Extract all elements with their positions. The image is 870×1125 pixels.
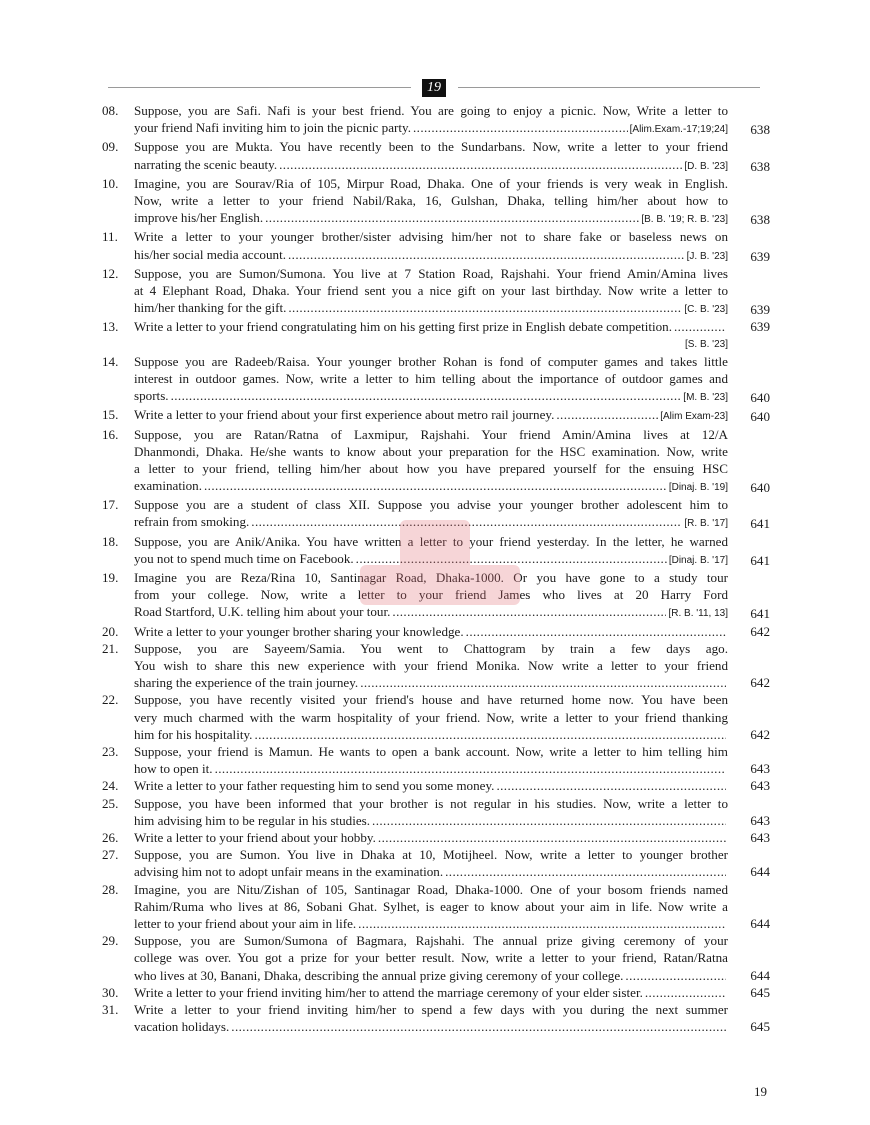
item-line-text: advising him not to adopt unfair means in the examination.	[134, 864, 444, 880]
item-line: interest in outdoor games. Now, write a letter to him telling about the importance of outdoor games and	[134, 370, 728, 386]
item-last-line	[134, 915, 728, 932]
item-text	[134, 623, 728, 640]
item-text	[134, 138, 728, 174]
page-reference: 639	[750, 319, 770, 335]
page-reference: 645	[750, 1019, 770, 1035]
list-item	[102, 175, 774, 229]
item-line: Imagine, you are Nitu/Zishan of 105, Santinagar Road, Dhaka-1000. One of your bosom friends named	[134, 881, 728, 897]
page-reference: 638	[750, 158, 770, 174]
item-line-text: vacation holidays.	[134, 1019, 230, 1035]
list-item	[102, 743, 774, 777]
list-item	[102, 640, 774, 692]
item-last-line	[134, 760, 728, 777]
item-last-line	[134, 209, 728, 228]
item-last-line	[134, 318, 728, 335]
item-text	[134, 846, 728, 880]
page-reference: 639	[750, 302, 770, 318]
item-text	[134, 102, 728, 138]
item-line-text: sports.	[134, 388, 169, 404]
item-last-line	[134, 726, 728, 743]
header-rule-right	[458, 87, 760, 88]
item-last-line	[134, 299, 728, 318]
item-line-text: narrating the scenic beauty.	[134, 156, 278, 172]
item-text	[134, 318, 728, 352]
exam-source: [Alim Exam-23]	[660, 411, 728, 423]
page-reference: 642	[750, 726, 770, 742]
exam-source: [Dinaj. B. '17]	[668, 554, 728, 566]
page-reference: 643	[750, 829, 770, 845]
page-reference: 640	[750, 390, 770, 406]
item-line: Suppose you are Radeeb/Raisa. Your younger brother Rohan is fond of computer games and takes little	[134, 353, 728, 369]
item-text	[134, 777, 728, 794]
item-last-line	[134, 513, 728, 532]
list-item	[102, 102, 774, 138]
page-reference: 645	[750, 984, 770, 1000]
item-number: 12.	[102, 265, 119, 281]
dot-leader	[645, 984, 726, 1001]
dot-leader	[358, 915, 726, 932]
item-line-text: his/her social media account.	[134, 246, 286, 262]
item-text	[134, 829, 728, 846]
dot-leader	[204, 477, 667, 494]
item-line: at 4 Elephant Road, Dhaka. Your friend sent you a nice gift on your last birthday. Now write a letter to	[134, 282, 728, 298]
item-line: Suppose, you are Sumon/Sumona of Bagmara, Rajshahi. The annual prize giving ceremony of your	[134, 933, 728, 949]
item-text	[134, 881, 728, 933]
list-item	[102, 138, 774, 174]
item-line: Suppose, you have recently visited your friend's house and have returned home now. You have been	[134, 692, 728, 708]
item-number: 23.	[102, 744, 119, 759]
list-item	[102, 932, 774, 984]
item-last-line	[134, 777, 728, 794]
page-reference: 640	[750, 409, 770, 425]
item-line-text: Write a letter to your friend congratulating him on his getting first prize in English debate competition.	[134, 319, 672, 335]
page-reference: 643	[750, 778, 770, 794]
page-reference: 644	[750, 967, 770, 983]
dot-leader	[496, 777, 726, 794]
page-reference: 642	[750, 623, 770, 639]
exam-source: [J. B. '23]	[686, 250, 728, 262]
item-line-text: how to open it.	[134, 761, 213, 777]
list-item	[102, 569, 774, 623]
item-line-text: sharing the experience of the train journey.	[134, 675, 359, 691]
dot-leader	[279, 156, 682, 173]
item-text	[134, 932, 728, 984]
item-number: 18.	[102, 533, 119, 549]
item-text	[134, 743, 728, 777]
item-last-line	[134, 829, 728, 846]
item-number: 19.	[102, 570, 119, 586]
item-last-line	[134, 156, 728, 175]
dot-leader	[413, 119, 628, 136]
item-line: Suppose, you are Safi. Nafi is your best friend. You are going to enjoy a picnic. Now, Write a letter to	[134, 103, 728, 118]
exam-source: [Alim.Exam.-17;19;24]	[629, 124, 728, 136]
item-line-text: refrain from smoking.	[134, 514, 250, 530]
item-line: Suppose, you have been informed that your brother is not regular in his studies. Now, write a letter to	[134, 795, 728, 811]
item-line-text: Write a letter to your friend inviting him/her to attend the marriage ceremony of your elder sister.	[134, 984, 643, 1000]
item-line: Suppose, you are Sumon/Sumona. You live at 7 Station Road, Rajshahi. Your friend Amin/Amina lives	[134, 265, 728, 281]
list-item	[102, 691, 774, 743]
dot-leader	[288, 246, 685, 263]
item-line: Suppose you are Mukta. You have recently been to the Sundarbans. Now, write a letter to your friend	[134, 139, 728, 155]
item-line: Rahim/Ruma who lives at 86, Sobani Ghat. Sylhet, is eager to know about your aim in life. Now write a	[134, 898, 728, 914]
item-last-line	[134, 603, 728, 622]
item-line-text: who lives at 30, Banani, Dhaka, describing the annual prize giving ceremony of your college.	[134, 967, 624, 983]
item-number: 09.	[102, 139, 119, 155]
page-reference: 644	[750, 864, 770, 880]
item-last-line	[134, 812, 728, 829]
item-line-text: your friend Nafi inviting him to join the picnic party.	[134, 120, 411, 136]
item-last-line	[134, 674, 728, 691]
item-last-line	[134, 406, 728, 425]
dot-leader	[231, 1018, 726, 1035]
page-reference: 641	[750, 606, 770, 622]
list-item	[102, 1001, 774, 1035]
item-line: from your college. Now, write a letter to your friend James who lives at 20 Harry Ford	[134, 587, 728, 603]
item-line-text: Write a letter to your younger brother sharing your knowledge.	[134, 623, 464, 639]
list-item	[102, 228, 774, 264]
page-reference: 642	[750, 675, 770, 691]
item-line: Dhanmondi, Dhaka. He/she wants to know about your preparation for the HSC examination. Now, write	[134, 443, 728, 459]
item-text	[134, 265, 728, 319]
list-item	[102, 623, 774, 640]
page-reference: 638	[750, 122, 770, 138]
item-line: very much charmed with the warm hospitality of your friend. Now, write a letter to your friend thanking	[134, 709, 728, 725]
item-number: 24.	[102, 778, 119, 794]
item-text	[134, 175, 728, 229]
item-text	[134, 496, 728, 532]
list-item	[102, 265, 774, 319]
dot-leader	[254, 726, 726, 743]
item-last-line	[134, 863, 728, 880]
item-line-text: improve his/her English.	[134, 210, 264, 226]
page-reference: 638	[750, 212, 770, 228]
dot-leader	[356, 550, 667, 567]
exam-source: [R. B. '11, 13]	[668, 608, 728, 620]
item-number: 27.	[102, 847, 119, 863]
item-line: Suppose, your friend is Mamun. He wants to open a bank account. Now, write a letter to him telling him	[134, 744, 728, 759]
dot-leader	[556, 406, 658, 423]
letter-topic-list	[102, 102, 774, 1035]
item-text	[134, 640, 728, 692]
dot-leader	[625, 967, 726, 984]
item-text	[134, 795, 728, 829]
item-number: 29.	[102, 933, 119, 949]
item-number: 30.	[102, 984, 119, 1000]
item-number: 26.	[102, 829, 119, 845]
list-item	[102, 406, 774, 425]
dot-leader	[466, 623, 726, 640]
exam-source: [C. B. '23]	[684, 304, 728, 316]
item-line-text: examination.	[134, 478, 202, 494]
item-line-text: him for his hospitality.	[134, 726, 253, 742]
list-item	[102, 496, 774, 532]
list-item	[102, 353, 774, 407]
item-line: Write a letter to your friend inviting him/her to spend a few days with you during the next summer	[134, 1001, 728, 1017]
item-line-text: Write a letter to your friend about your first experience about metro rail journey.	[134, 407, 555, 423]
item-number: 11.	[102, 229, 118, 245]
item-number: 21.	[102, 640, 119, 656]
item-line: Suppose, you are Sumon. You live in Dhaka at 10, Motijheel. Now, write a letter to younger brother	[134, 847, 728, 863]
item-line: Imagine you are Reza/Rina 10, Santinagar Road, Dhaka-1000. Or you have gone to a study tour	[134, 570, 728, 586]
item-last-line	[134, 387, 728, 406]
item-last-line	[134, 550, 728, 569]
page-reference: 644	[750, 915, 770, 931]
page-reference: 639	[750, 248, 770, 264]
item-line: Suppose, you are Ratan/Ratna of Laxmipur, Rajshahi. Your friend Amin/Amina lives at 12/A	[134, 426, 728, 442]
item-number: 15.	[102, 407, 119, 423]
page-reference: 640	[750, 480, 770, 496]
list-item	[102, 426, 774, 497]
item-text	[134, 691, 728, 743]
item-line-text: him advising him to be regular in his studies.	[134, 812, 371, 828]
item-number: 25.	[102, 795, 119, 811]
item-line-text: Write a letter to your father requesting him to send you some money.	[134, 778, 495, 794]
dot-leader	[288, 299, 682, 316]
dot-leader	[445, 863, 726, 880]
exam-source: [S. B. '23]	[684, 338, 728, 350]
item-number: 20.	[102, 623, 119, 639]
item-last-line	[134, 246, 728, 265]
item-last-line	[134, 477, 728, 496]
item-text	[134, 569, 728, 623]
list-item	[102, 795, 774, 829]
item-number: 10.	[102, 175, 119, 191]
exam-source: [M. B. '23]	[683, 392, 728, 404]
item-line: a letter to your friend, telling him/her about how you have prepared yourself for the ensuing HSC	[134, 460, 728, 476]
item-number: 14.	[102, 353, 119, 369]
item-last-line	[134, 119, 728, 138]
list-item	[102, 984, 774, 1001]
item-number: 22.	[102, 692, 119, 708]
item-last-line	[134, 1018, 728, 1035]
item-line: Suppose, you are Anik/Anika. You have written a letter to your friend yesterday. In the letter, he warned	[134, 533, 728, 549]
dot-leader	[265, 209, 639, 226]
item-line: Suppose you are a student of class XII. Suppose you advise your younger brother adolescent him to	[134, 497, 728, 513]
dot-leader	[251, 513, 682, 530]
page-reference: 641	[750, 516, 770, 532]
page-reference: 641	[750, 552, 770, 568]
page-reference: 643	[750, 761, 770, 777]
item-number: 31.	[102, 1001, 119, 1017]
page-number-footer: 19	[754, 1084, 767, 1099]
item-text	[134, 353, 728, 407]
item-line: Now, write a letter to your friend Nabil/Raka, 16, Gulshan, Dhaka, telling him/her about how to	[134, 192, 728, 208]
item-line: Imagine, you are Sourav/Ria of 105, Mirpur Road, Dhaka. One of your friends is very weak in English.	[134, 175, 728, 191]
page-reference: 643	[750, 812, 770, 828]
item-line-text: Road Startford, U.K. telling him about your tour.	[134, 604, 391, 620]
list-item	[102, 777, 774, 794]
item-text	[134, 984, 728, 1001]
dot-leader	[171, 387, 682, 404]
item-number: 16.	[102, 426, 119, 442]
item-text	[134, 228, 728, 264]
item-number: 13.	[102, 319, 119, 335]
item-number: 08.	[102, 103, 119, 118]
list-item	[102, 846, 774, 880]
item-line: college was over. You got a prize for your better result. Now, write a letter to your friend, Ratan/Ratna	[134, 950, 728, 966]
exam-source: [D. B. '23]	[684, 160, 728, 172]
item-text	[134, 1001, 728, 1035]
item-line-text: you not to spend much time on Facebook.	[134, 550, 354, 566]
page-header	[108, 79, 760, 97]
item-last-line	[134, 984, 728, 1001]
exam-source: [R. B. '17]	[684, 518, 728, 530]
dot-leader	[392, 603, 666, 620]
header-page-badge: 19	[422, 79, 446, 97]
list-item	[102, 829, 774, 846]
dot-leader	[378, 829, 726, 846]
dot-leader	[674, 318, 726, 335]
item-line: Suppose, you are Sayeem/Samia. You went to Chattogram by train a few days ago.	[134, 640, 728, 656]
exam-source: [Dinaj. B. '19]	[668, 482, 728, 494]
list-item	[102, 881, 774, 933]
header-rule-left	[108, 87, 411, 88]
item-line-text: letter to your friend about your aim in life.	[134, 915, 357, 931]
item-text	[134, 406, 728, 425]
item-text	[134, 426, 728, 497]
item-number: 28.	[102, 881, 119, 897]
dot-leader	[215, 760, 726, 777]
item-line: Write a letter to your younger brother/sister advising him/her not to share fake or baseless news on	[134, 229, 728, 245]
item-last-line	[134, 623, 728, 640]
item-text	[134, 533, 728, 569]
dot-leader	[372, 812, 726, 829]
item-line: You wish to share this new experience with your friend Monika. Now write a letter to your friend	[134, 658, 728, 674]
item-last-line	[134, 967, 728, 984]
dot-leader	[360, 674, 726, 691]
exam-source: [B. B. '19; R. B. '23]	[641, 214, 728, 226]
item-line-text: Write a letter to your friend about your hobby.	[134, 829, 376, 845]
list-item	[102, 318, 774, 352]
item-number: 17.	[102, 497, 119, 513]
list-item	[102, 533, 774, 569]
item-line-text: him/her thanking for the gift.	[134, 300, 287, 316]
